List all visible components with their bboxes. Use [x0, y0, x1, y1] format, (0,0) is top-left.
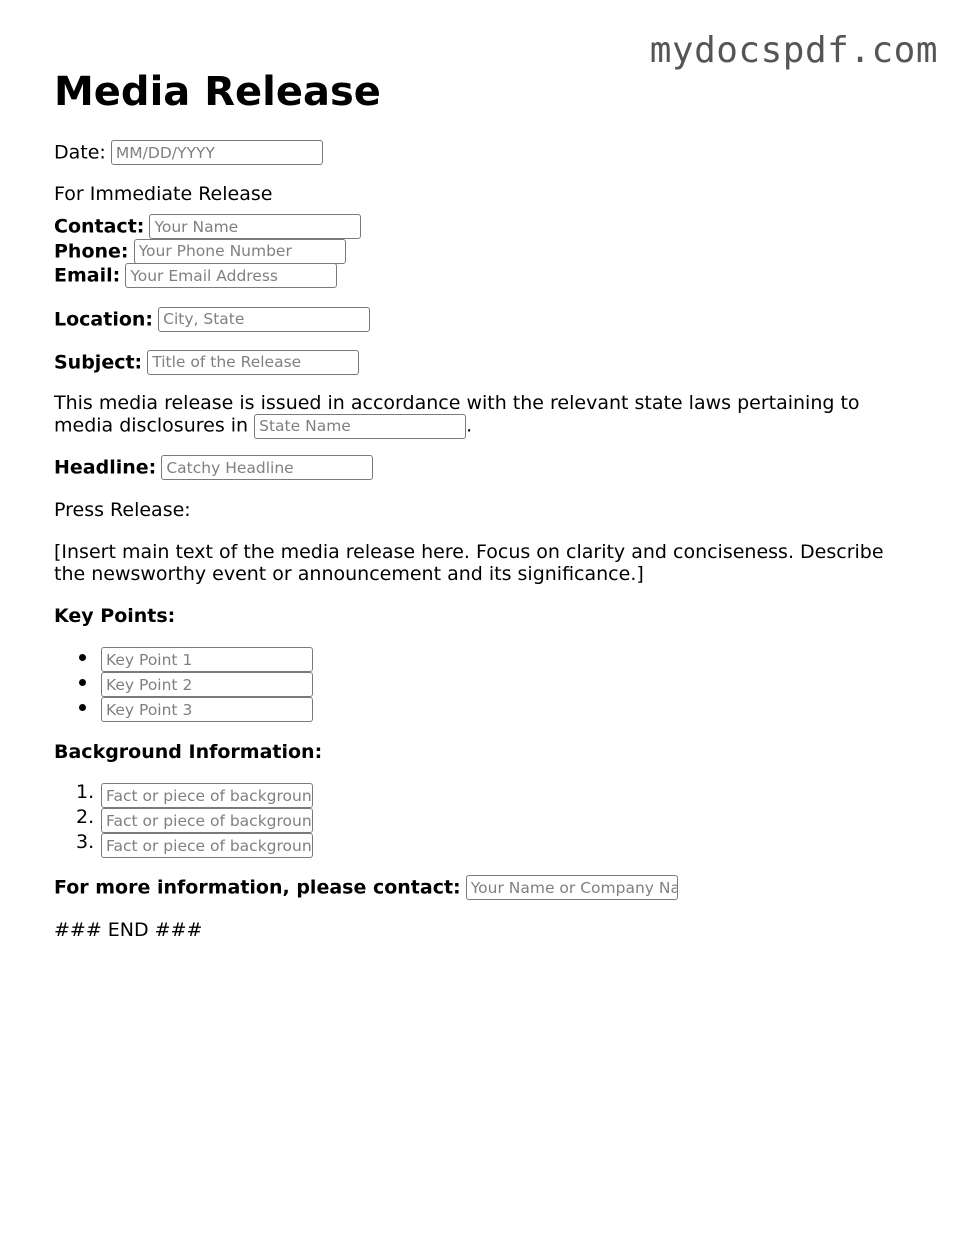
subject-input[interactable] — [147, 350, 359, 375]
location-row — [54, 307, 914, 333]
background-fact-3-input[interactable] — [101, 833, 313, 858]
list-number: 1. — [76, 781, 95, 803]
press-release-label: Press Release: — [54, 499, 191, 521]
list-item — [76, 781, 914, 807]
watermark: mydocspdf.com — [649, 30, 938, 71]
contact-row — [54, 214, 914, 239]
phone-input[interactable] — [134, 239, 346, 264]
background-heading: Background Information: — [54, 741, 323, 763]
list-item — [101, 671, 914, 696]
subject-row — [54, 350, 914, 376]
list-number: 3. — [76, 831, 95, 853]
list-item — [101, 696, 914, 721]
main-text: [Insert main text of the media release here. Focus on clarity and conciseness. Describe the newsworthy event or announcement and its significance.] — [54, 541, 884, 585]
key-points-list — [54, 646, 914, 721]
phone-row — [54, 239, 914, 264]
background-list — [54, 782, 914, 857]
email-row — [54, 263, 914, 288]
date-label: Date: — [54, 141, 106, 164]
key-point-1-input[interactable] — [101, 647, 313, 672]
compliance-text: This media release is issued in accordance with the relevant state laws pertaining to media disclosures in — [54, 391, 860, 436]
key-point-2-input[interactable] — [101, 672, 313, 697]
end-marker: ### END ### — [54, 919, 203, 941]
email-label: Email: — [54, 264, 121, 287]
background-fact-1-input[interactable] — [101, 783, 313, 808]
release-note: For Immediate Release — [54, 183, 273, 205]
list-item — [76, 831, 914, 857]
state-name-input[interactable] — [254, 414, 466, 439]
headline-input[interactable] — [161, 455, 373, 480]
list-item — [101, 646, 914, 671]
email-input[interactable] — [125, 263, 337, 288]
date-input[interactable] — [111, 140, 323, 165]
key-point-3-input[interactable] — [101, 697, 313, 722]
background-fact-2-input[interactable] — [101, 808, 313, 833]
headline-label: Headline: — [54, 456, 157, 479]
contact-label: Contact: — [54, 215, 145, 238]
location-input[interactable] — [158, 307, 370, 332]
key-points-heading: Key Points: — [54, 605, 176, 627]
phone-label: Phone: — [54, 239, 129, 262]
more-info-contact-input[interactable] — [466, 875, 678, 900]
contact-block — [54, 214, 914, 288]
headline-row — [54, 455, 914, 481]
compliance-suffix: . — [466, 414, 473, 436]
document — [54, 66, 914, 941]
contact-name-input[interactable] — [149, 214, 361, 239]
page-title: Media Release — [54, 69, 381, 115]
list-number: 2. — [76, 806, 95, 828]
date-row — [54, 140, 914, 166]
subject-label: Subject: — [54, 351, 143, 373]
more-info-row — [54, 875, 914, 901]
list-item — [76, 806, 914, 832]
more-info-label: For more information, please contact: — [54, 876, 461, 899]
compliance-paragraph — [54, 392, 914, 437]
location-label: Location: — [54, 308, 154, 330]
